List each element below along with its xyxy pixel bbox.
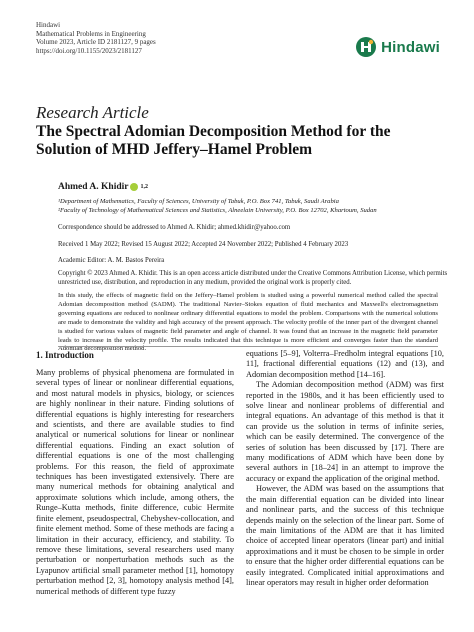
author-affiliation-marks: 1,2 [140, 184, 148, 190]
journal-meta [36, 21, 156, 55]
affiliation-1: ¹Department of Mathematics, Faculty of Sciences, University of Tabuk, P.O. Box 741, Tabuk, Saudi Arabia [58, 198, 339, 205]
logo-text: Hindawi [381, 38, 440, 56]
intro-paragraph-1-cont: equations [5–9], Volterra–Fredholm integral equations [10, 11], fractional differential equations (12) and (13), and Adomian decomposition method [14–16]. [246, 349, 444, 379]
affiliation-2: ²Faculty of Technology of Mathematical Sciences and Statistics, Alneelain University, P.O. Box 12702, Khartoum, Sudan [58, 207, 377, 214]
article-type: Research Article [36, 103, 149, 122]
abstract-divider [58, 346, 438, 347]
doi-link[interactable]: https://doi.org/10.1155/2023/2181127 [36, 46, 142, 55]
section-heading: 1. Introduction [36, 350, 94, 360]
author-line [58, 182, 148, 192]
intro-paragraph-3: However, the ADM was based on the assumptions that the main differential equation can be divided into linear and nonlinear parts, and the success of this technique depends mainly on the selection of the linear part. Some of the main limitations of the ADM are that it has limited choice of accepted linear operators (linear part) and initial approximations and it must be chosen to be simple in order to ensure that the higher order differential equations can be easily integrated. Complicated initial approximations and linear operators may result in higher order deformation [246, 484, 444, 587]
right-column [246, 349, 444, 588]
academic-editor: Academic Editor: A. M. Bastos Pereira [58, 257, 165, 264]
left-column [36, 368, 234, 597]
dates: Received 1 May 2022; Revised 15 August 2022; Accepted 24 November 2022; Published 4 February 2023 [58, 241, 349, 248]
affiliations [58, 197, 458, 215]
hindawi-logo-icon [355, 36, 377, 58]
abstract: In this study, the effects of magnetic field on the Jeffery–Hamel problem is studied using a powerful numerical method called the spectral Adomian decomposition method (SADM). The traditional Navier–Stokes equation of fluid mechanics and Maxwell's electromagnetism governing equations are reduced to nonlinear ordinary differential equations to model the problem. Comparisons with the numerical solutions are made to demonstrate the validity and high accuracy of the present approach. The velocity profile of the inner part of the divergent channel is studied for various values of magnetic field parameter and angle of channel. It was found that an increase in the magnetic field parameter leads to increase in the velocity profile. The results indicated that this technique is more efficient and converges faster than the standard Adomian decomposition method. [58, 292, 438, 353]
journal-line: Mathematical Problems in Engineering [36, 29, 146, 38]
publisher-line: Hindawi [36, 21, 61, 29]
copyright: Copyright © 2023 Ahmed A. Khidir. This is an open access article distributed under the Creative Commons Attribution License, which permits unrestricted use, distribution, and reproduction in any medium, provided the original work is properly cited. [58, 270, 448, 286]
author-name: Ahmed A. Khidir [58, 182, 129, 192]
volume-line: Volume 2023, Article ID 2181127, 9 pages [36, 38, 156, 47]
correspondence: Correspondence should be addressed to Ahmed A. Khidir; ahmed.khidir@yahoo.com [58, 224, 291, 231]
article-title: The Spectral Adomian Decomposition Method for the Solution of MHD Jeffery–Hamel Problem [36, 123, 391, 158]
orcid-icon[interactable] [130, 183, 138, 191]
hindawi-logo [355, 36, 440, 58]
intro-paragraph-2: The Adomian decomposition method (ADM) was first reported in the 1980s, and it has been efficiently used to solve linear and nonlinear problems of differential and integral equations. An advantage of this method is that it can provide us the solution in terms of infinite series, which can be easily determined. The convergence of the series of solution has been discussed by [17]. There are many modifications of ADM which have been done by several authors in [18–24] in an attempt to improve the accuracy or expand the application of the original method. [246, 380, 444, 483]
intro-paragraph-1: Many problems of physical phenomena are formulated in several types of linear or nonlinear differential equations, and most natural models in physics, biology, or sciences are highly nonlinear in their nature. Finding solutions of differential equations is highly interesting for researchers and scientists, and there are available studies to find analytical or numerical solutions for linear or nonlinear differential equations. Finding an exact solution of differential equations is one of the most challenging problems. For this reason, the field of approximate techniques has been investigated extensively. There are many numerical methods for obtaining analytical and approximate solutions which include, among others, the Runge–Kutta methods, finite difference, cubic Hermite finite element, pseudospectral, Chebyshev-collocation, and finite element method. Some of these methods are facing a limitation in their accuracy, efficiency, and stability. To remove these limitations, several researchers used many perturbation or nonperturbation methods such as the Lyapunov artificial small parameter method [1], homotopy perturbation method [2, 3], homotopy analysis method [4], numerical methods of different type fuzzy [36, 368, 234, 596]
